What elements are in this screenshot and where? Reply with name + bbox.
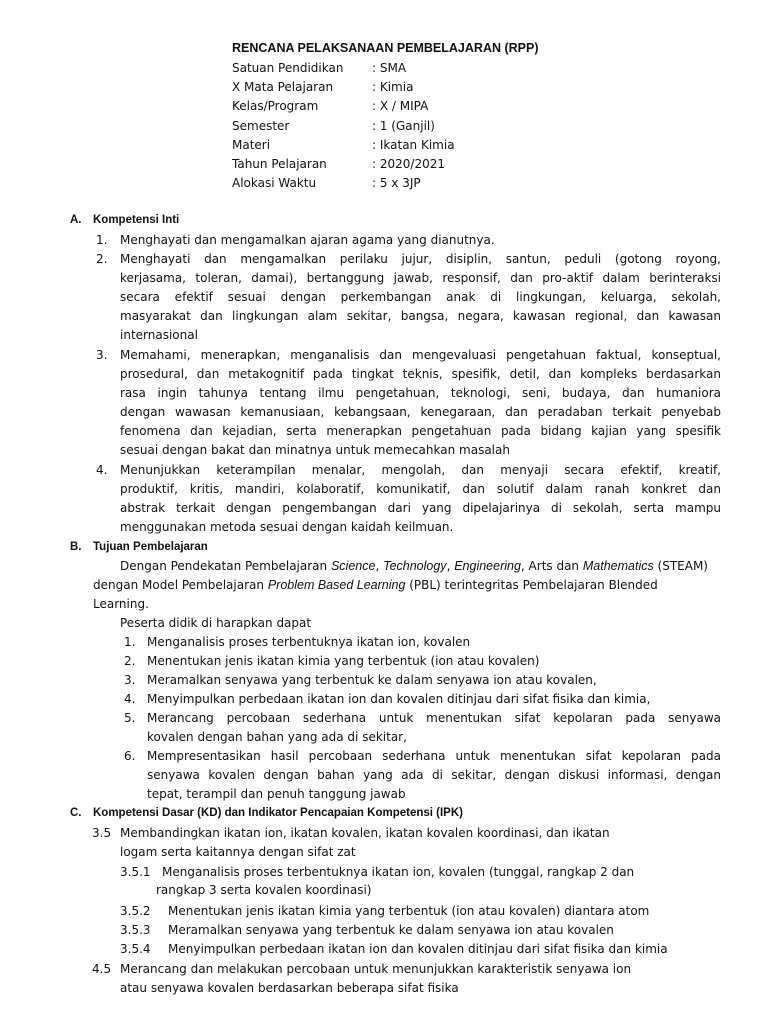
ipk-line: Menganalisis proses terbentuknya ikatan ion, kovalen (tunggal, rangkap 2 dan bbox=[162, 865, 635, 879]
list-number: 4. bbox=[124, 692, 136, 706]
identity-table bbox=[232, 59, 492, 193]
ipk-number: 3.5.4 bbox=[120, 942, 151, 956]
identity-value: : SMA bbox=[372, 61, 407, 75]
list-line: dengan wawasan kemanusiaan, kebangsaan, kenegaraan, dan peradaban terkait penyebab bbox=[120, 405, 721, 419]
identity-row bbox=[232, 155, 492, 174]
section-letter: C. bbox=[70, 807, 82, 819]
ipk-number: 3.5.2 bbox=[120, 904, 151, 918]
identity-value: : 2020/2021 bbox=[372, 156, 445, 171]
list-number: 1. bbox=[96, 233, 108, 247]
identity-value: : 5 x 3JP bbox=[372, 176, 421, 191]
intro-paragraph-line: Dengan Pendekatan Pembelajaran Science, Technology, Engineering, Arts dan Mathematics (STEAM) bbox=[120, 559, 708, 573]
list-line: Menghayati dan mengamalkan perilaku jujur, disiplin, santun, peduli (gotong royong, bbox=[120, 252, 721, 266]
list-line: Menunjukkan keterampilan menalar, mengolah, dan menyaji secara efektif, kreatif, bbox=[120, 463, 721, 477]
identity-label: Kelas/Program bbox=[232, 99, 319, 114]
list-line: prosedural, dan metakognitif pada tingkat teknis, spesifik, detil, dan kompleks berdasarkan bbox=[120, 367, 721, 381]
identity-row bbox=[232, 59, 492, 78]
identity-value: : 1 (Ganjil) bbox=[372, 118, 435, 133]
list-line: rasa ingin tahunya tentang ilmu pengetahuan, teknologi, seni, budaya, dan humaniora bbox=[120, 386, 721, 400]
ipk-number: 3.5.1 bbox=[120, 865, 151, 879]
list-number: 4. bbox=[96, 463, 108, 477]
section-letter: A. bbox=[70, 214, 82, 226]
kd-number: 3.5 bbox=[92, 826, 112, 840]
identity-value: : Kimia bbox=[372, 80, 414, 95]
list-number: 2. bbox=[96, 252, 108, 266]
identity-label: Semester bbox=[232, 118, 290, 133]
section-title: Kompetensi Dasar (KD) dan Indikator Pencapaian Kompetensi (IPK) bbox=[93, 807, 463, 819]
list-line: senyawa kovalen dengan bahan yang ada di sekitar, dengan diskusi informasi, dengan bbox=[147, 768, 721, 782]
list-line: Menganalisis proses terbentuknya ikatan ion, kovalen bbox=[147, 635, 471, 649]
identity-row bbox=[232, 174, 492, 193]
document-title: RENCANA PELAKSANAAN PEMBELAJARAN (RPP) bbox=[232, 41, 539, 55]
list-number: 5. bbox=[124, 711, 136, 725]
intro-paragraph-line: dengan Model Pembelajaran Problem Based Learning (PBL) terintegritas Pembelajaran Blended bbox=[93, 578, 658, 592]
list-line: internasional bbox=[120, 328, 198, 342]
list-line: Meramalkan senyawa yang terbentuk ke dalam senyawa ion atau kovalen, bbox=[147, 673, 597, 687]
list-line: Menentukan jenis ikatan kimia yang terbentuk (ion atau kovalen) bbox=[147, 654, 540, 668]
kd-line: atau senyawa kovalen berdasarkan beberapa sifat fisika bbox=[120, 981, 459, 995]
list-number: 3. bbox=[96, 348, 108, 362]
section-title: Kompetensi Inti bbox=[93, 214, 180, 226]
list-line: Menghayati dan mengamalkan ajaran agama yang dianutnya. bbox=[120, 233, 495, 247]
kd-line: logam serta kaitannya dengan sifat zat bbox=[120, 845, 356, 859]
list-line: sesuai dengan bakat dan minatnya untuk memecahkan masalah bbox=[120, 443, 510, 457]
identity-row bbox=[232, 136, 492, 155]
list-line: kerjasama, toleran, damai), bertanggung jawab, responsif, dan pro-aktif dalam berinteraksi bbox=[120, 271, 721, 285]
list-number: 6. bbox=[124, 749, 136, 763]
list-number: 1. bbox=[124, 635, 136, 649]
identity-label: Alokasi Waktu bbox=[232, 176, 317, 191]
section-a-heading bbox=[70, 214, 179, 226]
ipk-line: rangkap 3 serta kovalen koordinasi) bbox=[156, 883, 372, 897]
ipk-line: Menentukan jenis ikatan kimia yang terbentuk (ion atau kovalen) diantara atom bbox=[168, 904, 650, 918]
list-line: kovalen dengan bahan yang ada di sekitar, bbox=[147, 730, 407, 744]
section-b-heading bbox=[70, 541, 208, 553]
list-line: menggunakan metoda sesuai dengan kaidah keilmuan. bbox=[120, 520, 454, 534]
identity-value: : Ikatan Kimia bbox=[372, 137, 455, 152]
identity-row bbox=[232, 117, 492, 136]
ipk-line: Menyimpulkan perbedaan ikatan ion dan kovalen ditinjau dari sifat fisika dan kimia bbox=[168, 942, 668, 956]
section-c-heading bbox=[70, 807, 463, 819]
list-line: secara efektif sesuai dengan perkembangan anak di lingkungan, keluarga, sekolah, bbox=[120, 290, 721, 304]
identity-row bbox=[232, 78, 492, 97]
identity-label: Materi bbox=[232, 137, 271, 152]
list-number: 2. bbox=[124, 654, 136, 668]
list-line: tepat, terampil dan penuh tanggung jawab bbox=[147, 787, 406, 801]
kd-number: 4.5 bbox=[92, 962, 112, 976]
ipk-number: 3.5.3 bbox=[120, 923, 151, 937]
list-number: 3. bbox=[124, 673, 136, 687]
identity-row bbox=[232, 97, 492, 116]
intro-paragraph-line: Learning. bbox=[93, 597, 149, 611]
kd-line: Membandingkan ikatan ion, ikatan kovalen, ikatan kovalen koordinasi, dan ikatan bbox=[120, 826, 610, 840]
list-line: Menyimpulkan perbedaan ikatan ion dan kovalen ditinjau dari sifat fisika dan kimia, bbox=[147, 692, 651, 706]
list-line: produktif, kritis, mandiri, kolaboratif, komunikatif, dan solutif dalam ranah konkret dan bbox=[120, 482, 721, 496]
ipk-line: Meramalkan senyawa yang terbentuk ke dalam senyawa ion atau kovalen bbox=[168, 923, 614, 937]
section-title: Tujuan Pembelajaran bbox=[93, 541, 208, 553]
identity-label: Satuan Pendidikan bbox=[232, 61, 344, 75]
identity-value: : X / MIPA bbox=[372, 99, 429, 114]
list-line: abstrak terkait dengan pengembangan dari yang dipelajarinya di sekolah, serta mampu bbox=[120, 501, 721, 515]
list-line: masyarakat dan lingkungan alam sekitar, bangsa, negara, kawasan regional, dan kawasan bbox=[120, 309, 721, 323]
identity-label: X Mata Pelajaran bbox=[232, 80, 334, 95]
section-letter: B. bbox=[70, 541, 82, 553]
objectives-lead: Peserta didik di harapkan dapat bbox=[120, 616, 312, 630]
list-line: Mempresentasikan hasil percobaan sederhana untuk menentukan sifat kepolaran pada bbox=[147, 749, 721, 763]
list-line: fenomena dan kejadian, serta menerapkan pengetahuan pada bidang kajian yang spesifik bbox=[120, 424, 721, 438]
list-line: Memahami, menerapkan, menganalisis dan mengevaluasi pengetahuan faktual, konseptual, bbox=[120, 348, 721, 362]
identity-label: Tahun Pelajaran bbox=[232, 156, 327, 171]
list-line: Merancang percobaan sederhana untuk menentukan sifat kepolaran pada senyawa bbox=[147, 711, 721, 725]
kd-line: Merancang dan melakukan percobaan untuk menunjukkan karakteristik senyawa ion bbox=[120, 962, 632, 976]
